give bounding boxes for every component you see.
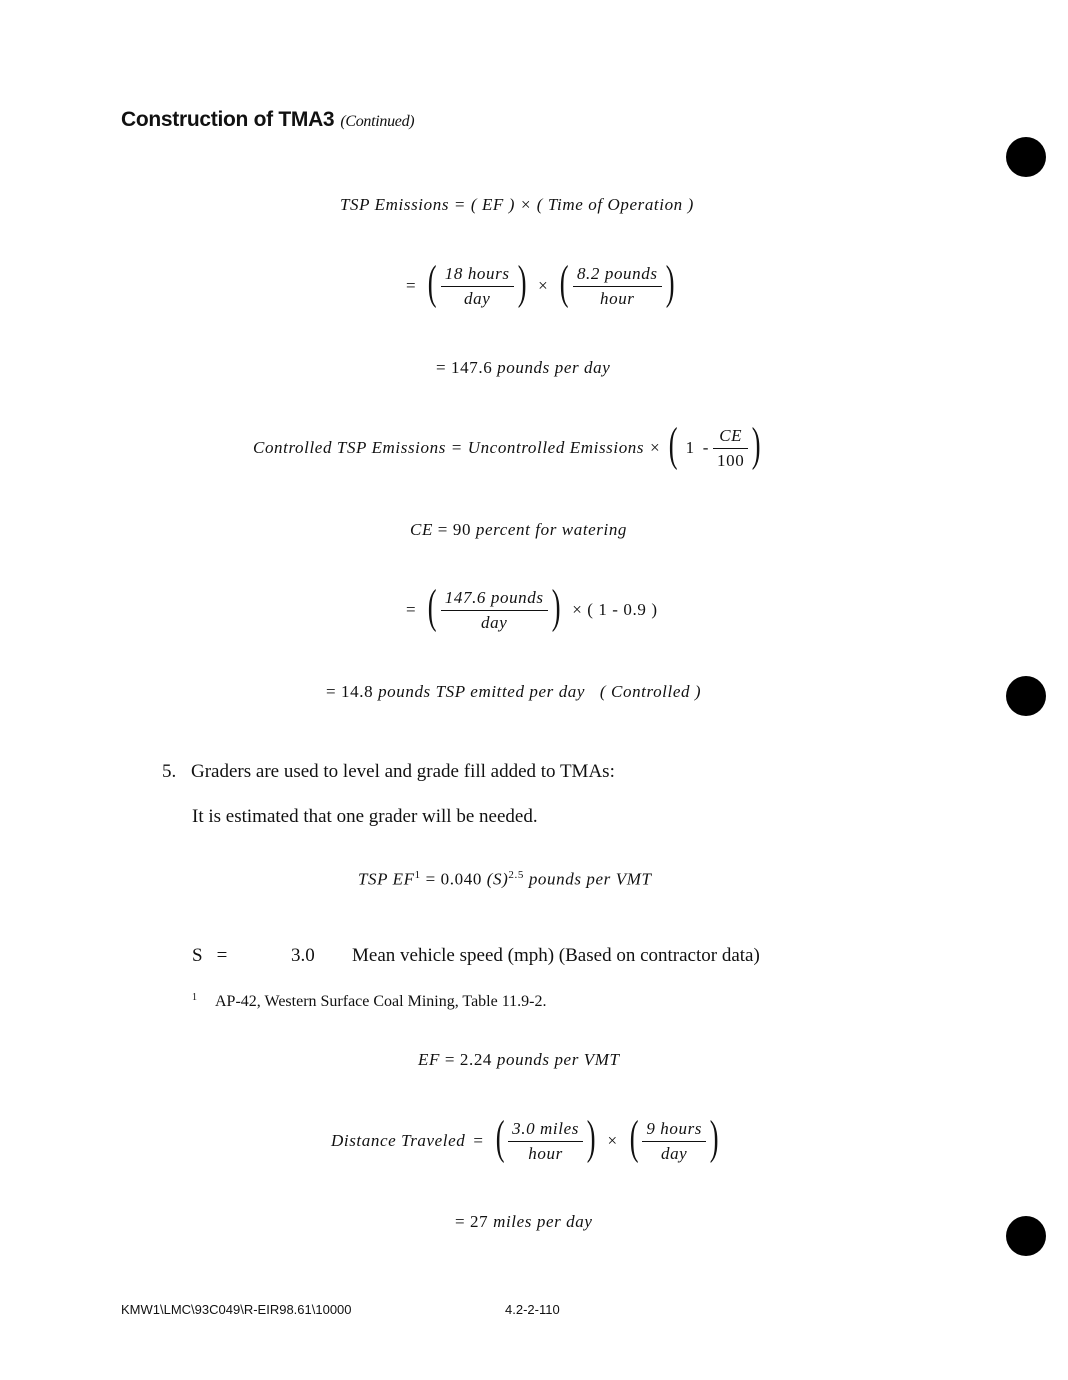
fraction-pounds-per-hour xyxy=(573,264,662,309)
fraction-numerator: 147.6 pounds xyxy=(441,588,548,611)
footnote-ref: 1 xyxy=(414,869,421,881)
equation-result-controlled xyxy=(326,682,701,702)
def-description: Mean vehicle speed (mph) (Based on contractor data) xyxy=(352,945,760,966)
eq2-equals: = xyxy=(406,276,417,295)
list-item-5 xyxy=(162,761,615,783)
fraction-hours-per-day xyxy=(642,1119,706,1164)
def-value: 3.0 xyxy=(291,945,315,966)
eq9-equals: = xyxy=(444,1050,456,1069)
times-sign: × xyxy=(607,1131,618,1150)
equation-ef-value xyxy=(418,1050,620,1070)
fraction-numerator: 3.0 miles xyxy=(508,1119,583,1142)
eq4-text: Controlled TSP Emissions = Uncontrolled Emissions × xyxy=(253,438,662,457)
eq5-lhs: CE xyxy=(410,520,433,539)
equation-result-distance xyxy=(455,1212,593,1232)
def-symbol xyxy=(192,945,227,967)
right-paren: ) xyxy=(665,256,675,309)
fraction-pounds-per-day xyxy=(441,588,548,633)
right-paren: ) xyxy=(752,418,762,471)
eq8-value: 0.040 xyxy=(440,869,482,889)
eq3-value: 147.6 xyxy=(451,358,493,377)
fraction-ce-over-100 xyxy=(713,426,748,471)
eq7-tag: ( Controlled ) xyxy=(599,682,702,701)
eq9-lhs: EF xyxy=(418,1050,440,1069)
right-paren: ) xyxy=(517,256,527,309)
continued-label: (Continued) xyxy=(340,113,415,130)
left-paren: ( xyxy=(668,418,678,471)
equation-distance-traveled xyxy=(331,1111,723,1165)
eq1-rhs: = ( EF ) × ( Time of Operation ) xyxy=(453,195,694,214)
fraction-denominator: hour xyxy=(528,1143,563,1163)
eq8-equals: = xyxy=(425,869,436,889)
left-paren: ( xyxy=(495,1111,505,1164)
eq3-unit: pounds per day xyxy=(497,358,611,377)
fraction-miles-per-hour xyxy=(508,1119,583,1164)
left-paren: ( xyxy=(560,256,570,309)
page-number: 4.2-2-110 xyxy=(505,1302,560,1317)
left-paren: ( xyxy=(427,256,438,309)
eq9-rest: pounds per VMT xyxy=(496,1050,620,1069)
footer-path: KMW1\LMC\93C049\R-EIR98.61\10000 xyxy=(121,1302,352,1317)
eq1-lhs: TSP Emissions xyxy=(340,195,450,214)
fraction-numerator: 9 hours xyxy=(642,1119,706,1142)
fraction-denominator: day xyxy=(660,1143,688,1163)
equation-result-uncontrolled xyxy=(436,358,610,378)
equation-controlled-emissions xyxy=(253,418,765,472)
footnote xyxy=(192,992,546,1011)
equation-controlled-calc xyxy=(398,580,666,634)
eq5-value: 90 xyxy=(452,520,472,539)
title-text: Construction of TMA3 xyxy=(121,108,335,131)
fraction-denominator: day xyxy=(464,288,491,308)
equation-tsp-ef xyxy=(358,869,652,890)
right-paren: ) xyxy=(586,1111,596,1164)
eq7-value: 14.8 xyxy=(341,682,374,701)
punch-hole-top xyxy=(1006,137,1046,177)
page-title xyxy=(121,108,414,132)
right-paren: ) xyxy=(709,1111,719,1164)
eq4-one: 1 xyxy=(685,438,695,457)
eq11-equals: = xyxy=(455,1212,466,1231)
punch-hole-bottom xyxy=(1006,1216,1046,1256)
equation-ce-value xyxy=(410,520,627,540)
equation-time-times-rate xyxy=(398,256,678,310)
exponent: 2.5 xyxy=(508,869,524,881)
equation-tsp-emissions xyxy=(340,195,694,215)
def-equals: = xyxy=(216,945,228,966)
fraction-denominator: 100 xyxy=(717,450,745,470)
eq4-minus: - xyxy=(702,438,710,457)
left-paren: ( xyxy=(629,1111,639,1164)
fraction-numerator: 18 hours xyxy=(441,264,514,287)
eq11-value: 27 xyxy=(470,1212,489,1231)
left-paren: ( xyxy=(427,580,438,633)
fraction-denominator: day xyxy=(481,612,508,632)
eq3-equals: = xyxy=(436,358,447,377)
eq11-rest: miles per day xyxy=(493,1212,593,1231)
list-text: Graders are used to level and grade fill added to TMAs: xyxy=(191,761,615,782)
list-number: 5. xyxy=(162,761,177,782)
footnote-text: AP-42, Western Surface Coal Mining, Table 11.9-2. xyxy=(215,993,547,1011)
def-s: S xyxy=(192,945,203,966)
eq7-equals: = xyxy=(326,682,337,701)
eq6-rest: × ( 1 - 0.9 ) xyxy=(572,600,658,619)
list-item-5-subtext: It is estimated that one grader will be needed. xyxy=(192,806,538,827)
eq8-variable: (S) xyxy=(486,869,509,889)
eq5-rest: percent for watering xyxy=(475,520,628,539)
times-sign: × xyxy=(538,276,549,295)
eq10-equals: = xyxy=(473,1131,484,1150)
eq9-value: 2.24 xyxy=(459,1050,493,1069)
fraction-hours-per-day xyxy=(441,264,514,309)
eq8-rest: pounds per VMT xyxy=(528,869,652,889)
eq8-lhs: TSP EF xyxy=(358,869,415,889)
fraction-numerator: 8.2 pounds xyxy=(573,264,662,287)
footnote-mark: 1 xyxy=(192,992,197,1003)
right-paren: ) xyxy=(551,580,561,633)
eq10-lhs: Distance Traveled xyxy=(331,1131,466,1150)
fraction-numerator: CE xyxy=(713,426,748,449)
eq6-equals: = xyxy=(406,600,417,619)
punch-hole-middle xyxy=(1006,676,1046,716)
eq5-equals: = xyxy=(437,520,448,539)
fraction-denominator: hour xyxy=(600,288,635,308)
eq7-rest: pounds TSP emitted per day xyxy=(378,682,586,701)
